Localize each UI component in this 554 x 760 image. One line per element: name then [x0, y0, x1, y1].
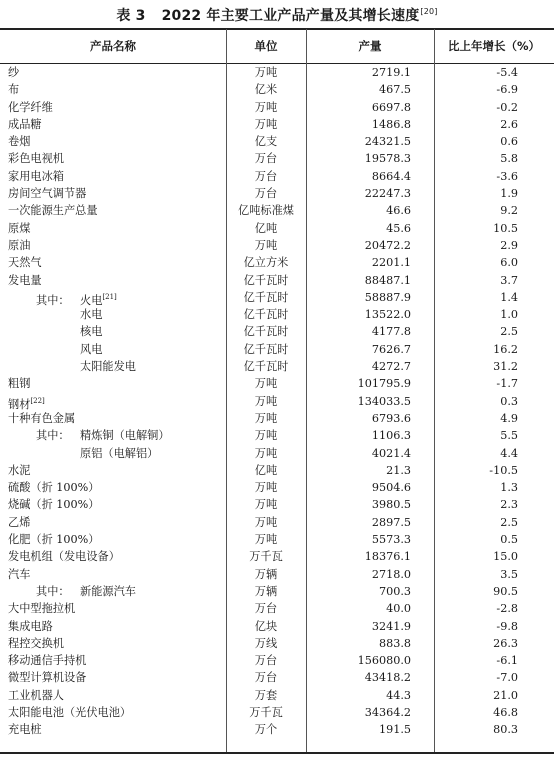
table-number: 表 3 [116, 8, 146, 24]
output-cell: 101795.9 [357, 377, 411, 391]
product-name [8, 600, 75, 617]
growth-cell: 1.3 [500, 481, 518, 495]
unit-cell: 万辆 [254, 584, 278, 598]
table-row [0, 566, 554, 583]
product-name-text: 成品糖 [8, 117, 42, 131]
product-name-text: 风电 [80, 342, 103, 356]
output-cell: 22247.3 [364, 187, 411, 201]
product-name [8, 531, 99, 548]
output-cell: 191.5 [378, 723, 411, 737]
product-name-text: 乙烯 [8, 515, 31, 529]
table-row [0, 168, 554, 185]
product-name [8, 704, 131, 721]
product-name-text: 卷烟 [8, 135, 31, 149]
product-name-text: 移动通信手持机 [8, 654, 87, 668]
product-name [36, 323, 102, 340]
growth-cell: 2.3 [500, 498, 518, 512]
product-name [8, 237, 30, 254]
product-name-text: 原煤 [8, 221, 31, 235]
table-row [0, 600, 554, 617]
unit-cell: 亿吨 [254, 463, 278, 477]
unit-cell: 亿千瓦时 [243, 360, 289, 374]
product-name [8, 133, 30, 150]
table-row [0, 479, 554, 496]
product-name-text: 钢材 [8, 397, 31, 411]
output-cell: 1486.8 [371, 117, 411, 131]
table-row [0, 150, 554, 167]
growth-cell: -5.4 [496, 66, 518, 79]
growth-cell: 0.6 [500, 135, 518, 149]
output-cell: 88487.1 [364, 273, 411, 287]
table-row [0, 393, 554, 410]
product-name [8, 410, 75, 427]
output-cell: 7626.7 [371, 342, 411, 356]
output-cell: 8664.4 [371, 169, 411, 183]
unit-cell: 万千瓦 [249, 550, 283, 564]
output-cell: 34364.2 [364, 705, 411, 719]
growth-cell: 1.0 [500, 308, 518, 322]
growth-cell: 2.6 [500, 117, 518, 131]
product-name-text: 一次能源生产总量 [8, 204, 98, 218]
output-cell: 21.3 [386, 463, 411, 477]
output-cell: 2897.5 [371, 515, 411, 529]
unit-cell: 万套 [254, 688, 278, 702]
output-cell: 3980.5 [371, 498, 411, 512]
product-name [8, 514, 30, 531]
product-name [8, 566, 30, 583]
output-cell: 467.5 [378, 83, 411, 97]
product-name [8, 202, 98, 219]
unit-cell: 万吨 [254, 100, 278, 114]
product-name-text: 核电 [80, 325, 103, 339]
product-name [8, 496, 99, 513]
product-name-text: 原铝（电解铝） [80, 446, 159, 460]
product-name-text: 十种有色金属 [8, 411, 76, 425]
unit-cell: 亿千瓦时 [243, 290, 289, 304]
unit-cell: 万台 [254, 602, 278, 616]
product-name [8, 185, 86, 202]
output-cell: 24321.5 [364, 135, 411, 149]
product-name [8, 99, 53, 116]
footnote-ref: [21] [102, 292, 117, 301]
table-row [0, 669, 554, 686]
growth-cell: 3.5 [500, 567, 518, 581]
unit-cell: 万吨 [254, 515, 278, 529]
product-name-text: 布 [8, 83, 20, 97]
table-row [0, 548, 554, 565]
growth-cell: 9.2 [500, 204, 518, 218]
table-row [0, 358, 554, 375]
growth-cell: 1.4 [500, 290, 518, 304]
output-cell: 883.8 [378, 636, 411, 650]
table-title: 2022 年主要工业产品产量及其增长速度 [161, 8, 420, 24]
output-cell: 5573.3 [371, 533, 411, 547]
unit-cell: 万吨 [254, 66, 278, 79]
growth-cell: 0.3 [500, 394, 518, 408]
table-row [0, 652, 554, 669]
table-row [0, 635, 554, 652]
output-cell: 1106.3 [371, 429, 411, 443]
product-name [8, 669, 86, 686]
output-cell: 700.3 [378, 584, 411, 598]
subitem-prefix: 其中： [36, 293, 70, 307]
product-name-text: 微型计算机设备 [8, 671, 87, 685]
product-name [8, 220, 30, 237]
output-cell: 6697.8 [371, 100, 411, 114]
output-cell: 134033.5 [357, 394, 411, 408]
product-name [8, 618, 53, 635]
growth-cell: 10.5 [493, 221, 518, 235]
output-cell: 20472.2 [364, 238, 411, 252]
unit-cell: 万吨 [254, 498, 278, 512]
unit-cell: 万吨 [254, 446, 278, 460]
product-name-text: 纱 [8, 66, 20, 79]
growth-cell: 46.8 [493, 705, 518, 719]
table-row [0, 583, 554, 600]
product-name-text: 太阳能电池（光伏电池） [8, 705, 132, 719]
growth-cell: 31.2 [493, 360, 518, 374]
unit-cell: 亿千瓦时 [243, 342, 289, 356]
unit-cell: 万线 [254, 636, 278, 650]
unit-cell: 亿块 [254, 619, 278, 633]
unit-cell: 万千瓦 [249, 705, 283, 719]
table-row [0, 514, 554, 531]
table-row [0, 116, 554, 133]
growth-cell: -3.6 [496, 169, 518, 183]
output-cell: 19578.3 [364, 152, 411, 166]
table-row [0, 531, 554, 548]
output-cell: 44.3 [386, 688, 411, 702]
output-cell: 45.6 [386, 221, 411, 235]
product-name-text: 天然气 [8, 256, 42, 270]
product-name [8, 479, 99, 496]
unit-cell: 亿米 [254, 83, 278, 97]
table-row [0, 462, 554, 479]
header-growth: 比上年增长（%） [447, 39, 541, 53]
growth-cell: 0.5 [500, 533, 518, 547]
header-output: 产量 [358, 39, 382, 53]
growth-cell: 2.5 [500, 325, 518, 339]
growth-cell: 21.0 [493, 688, 518, 702]
product-name-text: 化学纤维 [8, 100, 53, 114]
table-row [0, 64, 554, 81]
growth-cell: 4.4 [500, 446, 518, 460]
unit-cell: 万台 [254, 169, 278, 183]
product-name-text: 大中型拖拉机 [8, 602, 76, 616]
product-name [8, 150, 64, 167]
unit-cell: 万台 [254, 671, 278, 685]
product-name-text: 精炼铜（电解铜） [80, 429, 170, 443]
subitem-prefix: 其中： [36, 584, 70, 598]
product-name [8, 687, 64, 704]
product-name-text: 新能源汽车 [80, 584, 136, 598]
unit-cell: 万台 [254, 152, 278, 166]
product-name-text: 火电 [80, 293, 103, 307]
product-name-text: 彩色电视机 [8, 152, 64, 166]
product-name-text: 硫酸（折 100%） [8, 481, 100, 495]
unit-cell: 万吨 [254, 411, 278, 425]
unit-cell: 万吨 [254, 238, 278, 252]
product-name-text: 充电桩 [8, 723, 42, 737]
product-name [8, 652, 86, 669]
growth-cell: 2.5 [500, 515, 518, 529]
output-cell: 4272.7 [371, 360, 411, 374]
header-unit: 单位 [254, 39, 278, 53]
unit-cell: 万吨 [254, 429, 278, 443]
output-cell: 9504.6 [371, 481, 411, 495]
table-row [0, 81, 554, 98]
growth-cell: -9.8 [496, 619, 518, 633]
growth-cell: 26.3 [493, 636, 518, 650]
output-cell: 13522.0 [364, 308, 411, 322]
growth-cell: -10.5 [489, 463, 518, 477]
table-row [0, 341, 554, 358]
growth-cell: 2.9 [500, 238, 518, 252]
unit-cell: 万台 [254, 654, 278, 668]
unit-cell: 万吨 [254, 394, 278, 408]
unit-cell: 万台 [254, 187, 278, 201]
product-name [36, 427, 170, 444]
output-cell: 3241.9 [371, 619, 411, 633]
growth-cell: 5.5 [500, 429, 518, 443]
unit-cell: 亿吨 [254, 221, 278, 235]
table-row [0, 445, 554, 462]
product-name [8, 254, 42, 271]
table-row [0, 496, 554, 513]
product-name-text: 粗钢 [8, 377, 31, 391]
product-name-text: 太阳能发电 [80, 360, 136, 374]
product-name-text: 原油 [8, 238, 31, 252]
subitem-prefix: 其中： [36, 429, 70, 443]
product-name [8, 81, 19, 98]
table-caption [0, 5, 554, 25]
header-product-name: 产品名称 [90, 39, 136, 53]
product-name [8, 548, 120, 565]
product-name-text: 发电量 [8, 273, 42, 287]
product-name-text: 程控交换机 [8, 636, 64, 650]
product-name [36, 341, 102, 358]
unit-cell: 亿千瓦时 [243, 273, 289, 287]
table-row [0, 289, 554, 306]
output-cell: 6793.6 [371, 411, 411, 425]
table-row [0, 687, 554, 704]
product-name [36, 445, 158, 462]
unit-cell: 亿千瓦时 [243, 325, 289, 339]
product-name [8, 635, 64, 652]
output-cell: 2719.1 [371, 66, 411, 79]
output-cell: 58887.9 [364, 290, 411, 304]
product-name-text: 家用电冰箱 [8, 169, 64, 183]
table-row [0, 220, 554, 237]
output-cell: 4177.8 [371, 325, 411, 339]
table-row [0, 410, 554, 427]
growth-cell: 3.7 [500, 273, 518, 287]
product-name-text: 工业机器人 [8, 688, 64, 702]
growth-cell: 90.5 [493, 584, 518, 598]
product-name-text: 化肥（折 100%） [8, 533, 100, 547]
table-row [0, 254, 554, 271]
unit-cell: 万吨 [254, 377, 278, 391]
product-name-text: 汽车 [8, 567, 31, 581]
table-row [0, 323, 554, 340]
output-cell: 2718.0 [371, 567, 411, 581]
output-cell: 18376.1 [364, 550, 411, 564]
table-row [0, 202, 554, 219]
table-bottom-rule [0, 752, 554, 754]
product-name [8, 168, 64, 185]
product-name-text: 烧碱（折 100%） [8, 498, 100, 512]
table-row [0, 427, 554, 444]
output-cell: 46.6 [386, 204, 411, 218]
unit-cell: 亿立方米 [243, 256, 289, 270]
growth-cell: -1.7 [496, 377, 518, 391]
growth-cell: 1.9 [500, 187, 518, 201]
product-name [36, 358, 136, 375]
unit-cell: 万吨 [254, 533, 278, 547]
growth-cell: -0.2 [496, 100, 518, 114]
growth-cell: -6.1 [496, 654, 518, 668]
product-name [8, 116, 42, 133]
growth-cell: 4.9 [500, 411, 518, 425]
unit-cell: 万辆 [254, 567, 278, 581]
growth-cell: 80.3 [493, 723, 518, 737]
table-row [0, 306, 554, 323]
unit-cell: 万吨 [254, 117, 278, 131]
growth-cell: 5.8 [500, 152, 518, 166]
table-row [0, 618, 554, 635]
table-row [0, 185, 554, 202]
product-name-text: 水泥 [8, 463, 31, 477]
output-cell: 4021.4 [371, 446, 411, 460]
table-row [0, 133, 554, 150]
table-row [0, 272, 554, 289]
product-name-text: 水电 [80, 308, 103, 322]
growth-cell: -2.8 [496, 602, 518, 616]
table-row [0, 375, 554, 392]
unit-cell: 万个 [254, 723, 278, 737]
growth-cell: -7.0 [496, 671, 518, 685]
growth-cell: -6.9 [496, 83, 518, 97]
product-name-text: 房间空气调节器 [8, 187, 87, 201]
growth-cell: 15.0 [493, 550, 518, 564]
table-row [0, 721, 554, 738]
table-body [0, 64, 554, 739]
output-cell: 43418.2 [364, 671, 411, 685]
table-row [0, 99, 554, 116]
product-name-text: 集成电路 [8, 619, 53, 633]
product-name [36, 306, 102, 323]
title-footnote-ref: [20] [420, 7, 438, 16]
table-row [0, 704, 554, 721]
product-name [8, 272, 42, 289]
unit-cell: 亿吨标准煤 [238, 204, 294, 218]
output-cell: 2201.1 [371, 256, 411, 270]
product-name-text: 发电机组（发电设备） [8, 550, 120, 564]
output-cell: 156080.0 [357, 654, 411, 668]
product-name [8, 375, 30, 392]
growth-cell: 6.0 [500, 256, 518, 270]
product-name [8, 64, 19, 81]
unit-cell: 亿支 [254, 135, 278, 149]
table-row [0, 237, 554, 254]
product-name [36, 583, 136, 600]
footnote-ref: [22] [30, 396, 45, 405]
product-name [8, 721, 42, 738]
output-cell: 40.0 [386, 602, 411, 616]
product-name [8, 462, 30, 479]
unit-cell: 万吨 [254, 481, 278, 495]
unit-cell: 亿千瓦时 [243, 308, 289, 322]
growth-cell: 16.2 [493, 342, 518, 356]
